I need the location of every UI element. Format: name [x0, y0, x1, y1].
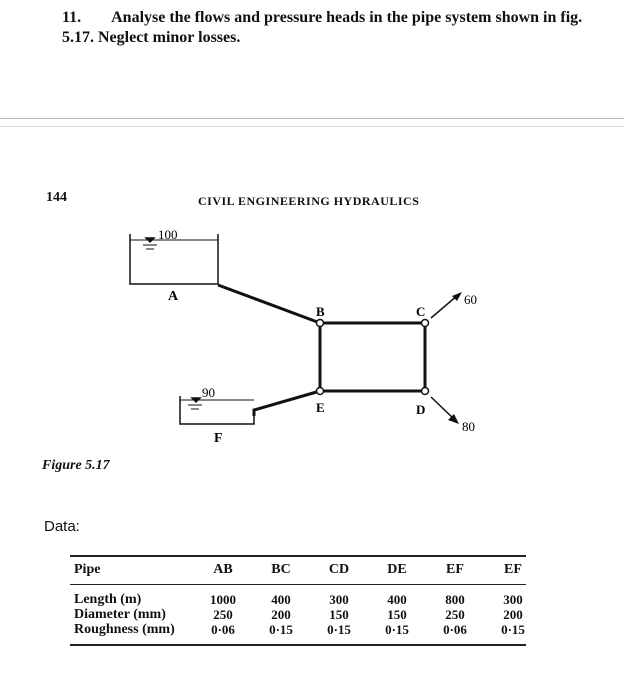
table-cell: 400: [271, 592, 291, 607]
table-header-col: BC: [271, 562, 291, 577]
node-c: [422, 320, 429, 327]
node-e-label: E: [316, 400, 325, 415]
table-cell: 300: [503, 592, 523, 607]
question-body: Analyse the flows and pressure heads in the pipe system shown in fig. 5.17. Neglect minor losses.: [62, 9, 583, 46]
table-cell: 0·15: [269, 622, 293, 637]
node-d-label: D: [416, 402, 426, 417]
outflow-arrow-c: [431, 292, 462, 318]
page-number: 144: [46, 190, 67, 205]
table-cell: 0·15: [501, 622, 525, 637]
page-divider: [0, 118, 624, 119]
pipe-loop-bcde: [320, 323, 425, 391]
table-cell: 800: [445, 592, 465, 607]
table-cell: 0·15: [327, 622, 351, 637]
node-e: [317, 388, 324, 395]
question-number: 11.: [62, 9, 82, 26]
table-cell: 400: [387, 592, 407, 607]
table-cell: 200: [271, 607, 291, 622]
row-label-length: Length (m): [74, 592, 142, 607]
table-header-col: EF: [446, 562, 464, 577]
table-cell: 0·06: [443, 622, 467, 637]
table-cell: 1000: [210, 592, 236, 607]
node-c-label: C: [416, 304, 426, 319]
reservoir-a-level: 100: [158, 227, 178, 242]
table-bottom-rule: [70, 644, 526, 646]
pipe-network-figure: [0, 210, 624, 460]
table-cell: 250: [213, 607, 233, 622]
node-d: [422, 388, 429, 395]
table-header-pipe: Pipe: [74, 562, 101, 577]
table-cell: 200: [503, 607, 523, 622]
pipe-ab: [218, 285, 320, 323]
node-b-label: B: [316, 304, 325, 319]
table-cell: 300: [329, 592, 349, 607]
table-header-col: AB: [213, 562, 233, 577]
row-label-roughness: Roughness (mm): [74, 622, 175, 637]
figure-caption: Figure 5.17: [42, 458, 110, 473]
node-a-label: A: [168, 289, 179, 304]
table-header-col: DE: [387, 562, 407, 577]
reservoir-f: [180, 396, 254, 424]
table-cell: 250: [445, 607, 465, 622]
table-header-rule: [70, 584, 526, 585]
pipe-ef: [254, 391, 320, 416]
outflow-arrow-d: [431, 397, 459, 424]
row-label-diameter: Diameter (mm): [74, 607, 166, 622]
table-header-col: EF: [504, 562, 522, 577]
table-cell: 150: [329, 607, 349, 622]
table-cell: 0·15: [385, 622, 409, 637]
question-text: [62, 8, 602, 48]
reservoir-f-level: 90: [202, 385, 215, 400]
node-f-label: F: [214, 431, 223, 446]
outflow-d-value: 80: [462, 419, 475, 434]
outflow-c-value: 60: [464, 292, 477, 307]
page-divider-2: [0, 126, 624, 127]
data-label: Data:: [44, 518, 80, 535]
table-cell: 150: [387, 607, 407, 622]
table-cell: 0·06: [211, 622, 235, 637]
table-top-rule: [70, 555, 526, 557]
table-header-col: CD: [328, 562, 350, 577]
node-b: [317, 320, 324, 327]
running-head: CIVIL ENGINEERING HYDRAULICS: [198, 194, 420, 208]
